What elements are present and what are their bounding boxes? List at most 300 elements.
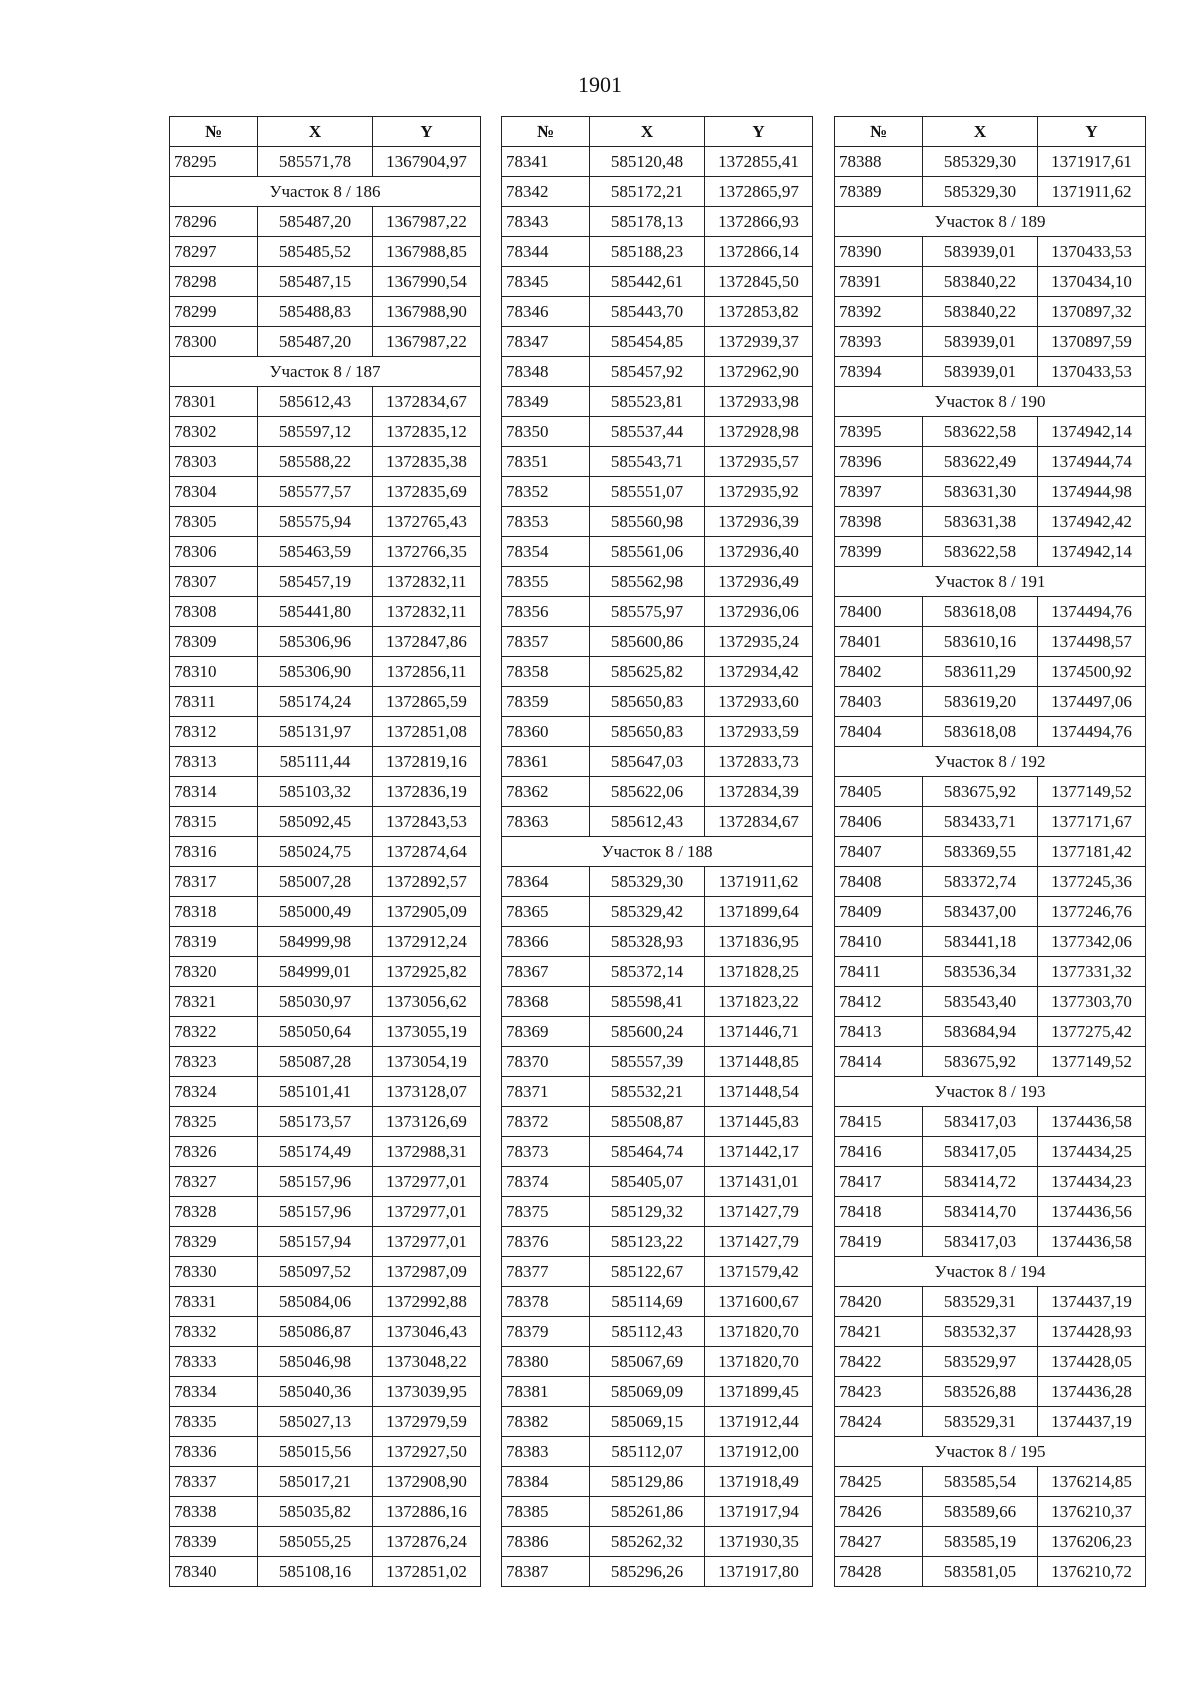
point-number: 78350 — [502, 417, 590, 447]
x-coordinate: 585329,30 — [590, 867, 705, 897]
table-row — [170, 1167, 481, 1197]
table-row — [502, 1317, 813, 1347]
point-number: 78359 — [502, 687, 590, 717]
point-number: 78330 — [170, 1257, 258, 1287]
y-coordinate: 1377181,42 — [1038, 837, 1146, 867]
table-row — [835, 477, 1146, 507]
x-coordinate: 585131,97 — [258, 717, 373, 747]
table-row — [835, 1317, 1146, 1347]
table-row — [170, 1257, 481, 1287]
table-row — [835, 687, 1146, 717]
point-number: 78296 — [170, 207, 258, 237]
y-coordinate: 1372853,82 — [705, 297, 813, 327]
x-coordinate: 585588,22 — [258, 447, 373, 477]
table-row — [835, 147, 1146, 177]
coordinate-table — [169, 116, 481, 1587]
y-coordinate: 1372936,40 — [705, 537, 813, 567]
table-row — [502, 477, 813, 507]
table-row — [170, 1527, 481, 1557]
table-row — [835, 1377, 1146, 1407]
table-row — [835, 1467, 1146, 1497]
y-coordinate: 1376214,85 — [1038, 1467, 1146, 1497]
point-number: 78371 — [502, 1077, 590, 1107]
y-coordinate: 1372851,08 — [373, 717, 481, 747]
point-number: 78319 — [170, 927, 258, 957]
x-coordinate: 585120,48 — [590, 147, 705, 177]
table-row — [502, 807, 813, 837]
x-coordinate: 583372,74 — [923, 867, 1038, 897]
point-number: 78309 — [170, 627, 258, 657]
point-number: 78336 — [170, 1437, 258, 1467]
point-number: 78325 — [170, 1107, 258, 1137]
point-number: 78404 — [835, 717, 923, 747]
x-coordinate: 585622,06 — [590, 777, 705, 807]
table-row — [502, 1407, 813, 1437]
y-coordinate: 1371912,44 — [705, 1407, 813, 1437]
y-coordinate: 1374437,19 — [1038, 1287, 1146, 1317]
y-coordinate: 1371446,71 — [705, 1017, 813, 1047]
point-number: 78322 — [170, 1017, 258, 1047]
x-coordinate: 585598,41 — [590, 987, 705, 1017]
section-row — [170, 177, 481, 207]
point-number: 78374 — [502, 1167, 590, 1197]
point-number: 78410 — [835, 927, 923, 957]
x-coordinate: 585084,06 — [258, 1287, 373, 1317]
y-coordinate: 1372935,57 — [705, 447, 813, 477]
table-row — [170, 537, 481, 567]
y-coordinate: 1372876,24 — [373, 1527, 481, 1557]
point-number: 78326 — [170, 1137, 258, 1167]
x-coordinate: 585261,86 — [590, 1497, 705, 1527]
table-row — [170, 627, 481, 657]
table-row — [170, 657, 481, 687]
point-number: 78360 — [502, 717, 590, 747]
point-number: 78334 — [170, 1377, 258, 1407]
point-number: 78307 — [170, 567, 258, 597]
x-coordinate: 585157,94 — [258, 1227, 373, 1257]
x-coordinate: 585612,43 — [590, 807, 705, 837]
y-coordinate: 1372928,98 — [705, 417, 813, 447]
y-coordinate: 1377171,67 — [1038, 807, 1146, 837]
x-coordinate: 583585,54 — [923, 1467, 1038, 1497]
section-title: Участок 8 / 193 — [835, 1077, 1146, 1107]
x-coordinate: 585108,16 — [258, 1557, 373, 1587]
point-number: 78409 — [835, 897, 923, 927]
point-number: 78411 — [835, 957, 923, 987]
y-coordinate: 1367988,85 — [373, 237, 481, 267]
x-coordinate: 585571,78 — [258, 147, 373, 177]
x-coordinate: 585532,21 — [590, 1077, 705, 1107]
y-coordinate: 1377149,52 — [1038, 777, 1146, 807]
y-coordinate: 1371912,00 — [705, 1437, 813, 1467]
point-number: 78381 — [502, 1377, 590, 1407]
point-number: 78324 — [170, 1077, 258, 1107]
table-row — [170, 717, 481, 747]
table-row — [502, 717, 813, 747]
table-row — [170, 867, 481, 897]
table-row — [170, 777, 481, 807]
point-number: 78346 — [502, 297, 590, 327]
table-row — [170, 1377, 481, 1407]
x-coordinate: 585087,28 — [258, 1047, 373, 1077]
table-row — [835, 927, 1146, 957]
point-number: 78339 — [170, 1527, 258, 1557]
coordinate-table — [834, 116, 1146, 1587]
table-row — [170, 297, 481, 327]
y-coordinate: 1372936,39 — [705, 507, 813, 537]
header-row — [835, 117, 1146, 147]
x-coordinate: 585055,25 — [258, 1527, 373, 1557]
x-coordinate: 585000,49 — [258, 897, 373, 927]
x-coordinate: 585650,83 — [590, 687, 705, 717]
y-coordinate: 1371917,61 — [1038, 147, 1146, 177]
y-coordinate: 1372925,82 — [373, 957, 481, 987]
y-coordinate: 1377275,42 — [1038, 1017, 1146, 1047]
section-row — [835, 1437, 1146, 1467]
point-number: 78403 — [835, 687, 923, 717]
table-row — [170, 1467, 481, 1497]
point-number: 78342 — [502, 177, 590, 207]
point-number: 78415 — [835, 1107, 923, 1137]
point-number: 78418 — [835, 1197, 923, 1227]
y-coordinate: 1372834,67 — [373, 387, 481, 417]
x-coordinate: 585487,20 — [258, 207, 373, 237]
x-coordinate: 585537,44 — [590, 417, 705, 447]
column-header-x: X — [258, 117, 373, 147]
table-row — [502, 1197, 813, 1227]
x-coordinate: 585157,96 — [258, 1197, 373, 1227]
y-coordinate: 1372833,73 — [705, 747, 813, 777]
y-coordinate: 1373039,95 — [373, 1377, 481, 1407]
table-row — [502, 867, 813, 897]
table-row — [502, 987, 813, 1017]
y-coordinate: 1372866,93 — [705, 207, 813, 237]
table-row — [502, 147, 813, 177]
point-number: 78308 — [170, 597, 258, 627]
section-row — [835, 747, 1146, 777]
table-row — [170, 147, 481, 177]
point-number: 78407 — [835, 837, 923, 867]
x-coordinate: 583543,40 — [923, 987, 1038, 1017]
column-header-number: № — [502, 117, 590, 147]
x-coordinate: 585457,92 — [590, 357, 705, 387]
point-number: 78383 — [502, 1437, 590, 1467]
table-row — [835, 417, 1146, 447]
y-coordinate: 1374497,06 — [1038, 687, 1146, 717]
table-row — [502, 1527, 813, 1557]
table-row — [502, 537, 813, 567]
point-number: 78347 — [502, 327, 590, 357]
x-coordinate: 585114,69 — [590, 1287, 705, 1317]
point-number: 78393 — [835, 327, 923, 357]
y-coordinate: 1371445,83 — [705, 1107, 813, 1137]
y-coordinate: 1370897,32 — [1038, 297, 1146, 327]
point-number: 78305 — [170, 507, 258, 537]
y-coordinate: 1372927,50 — [373, 1437, 481, 1467]
y-coordinate: 1371427,79 — [705, 1197, 813, 1227]
table-row — [502, 1557, 813, 1587]
x-coordinate: 583618,08 — [923, 717, 1038, 747]
x-coordinate: 583581,05 — [923, 1557, 1038, 1587]
table-row — [502, 897, 813, 927]
point-number: 78388 — [835, 147, 923, 177]
x-coordinate: 585487,20 — [258, 327, 373, 357]
x-coordinate: 585306,90 — [258, 657, 373, 687]
x-coordinate: 583585,19 — [923, 1527, 1038, 1557]
x-coordinate: 583433,71 — [923, 807, 1038, 837]
y-coordinate: 1371442,17 — [705, 1137, 813, 1167]
table-row — [835, 357, 1146, 387]
x-coordinate: 585600,86 — [590, 627, 705, 657]
x-coordinate: 585487,15 — [258, 267, 373, 297]
y-coordinate: 1374436,58 — [1038, 1107, 1146, 1137]
point-number: 78298 — [170, 267, 258, 297]
point-number: 78368 — [502, 987, 590, 1017]
y-coordinate: 1372886,16 — [373, 1497, 481, 1527]
y-coordinate: 1373056,62 — [373, 987, 481, 1017]
x-coordinate: 585101,41 — [258, 1077, 373, 1107]
y-coordinate: 1372835,38 — [373, 447, 481, 477]
y-coordinate: 1377303,70 — [1038, 987, 1146, 1017]
x-coordinate: 585174,24 — [258, 687, 373, 717]
y-coordinate: 1374494,76 — [1038, 717, 1146, 747]
y-coordinate: 1372939,37 — [705, 327, 813, 357]
y-coordinate: 1374437,19 — [1038, 1407, 1146, 1437]
x-coordinate: 583631,30 — [923, 477, 1038, 507]
x-coordinate: 585650,83 — [590, 717, 705, 747]
table-row — [170, 1107, 481, 1137]
point-number: 78303 — [170, 447, 258, 477]
table-row — [170, 1347, 481, 1377]
point-number: 78373 — [502, 1137, 590, 1167]
y-coordinate: 1373054,19 — [373, 1047, 481, 1077]
point-number: 78416 — [835, 1137, 923, 1167]
point-number: 78315 — [170, 807, 258, 837]
table-row — [835, 1347, 1146, 1377]
point-number: 78332 — [170, 1317, 258, 1347]
x-coordinate: 585405,07 — [590, 1167, 705, 1197]
y-coordinate: 1374942,14 — [1038, 537, 1146, 567]
x-coordinate: 585575,94 — [258, 507, 373, 537]
x-coordinate: 583589,66 — [923, 1497, 1038, 1527]
table-row — [502, 447, 813, 477]
y-coordinate: 1372866,14 — [705, 237, 813, 267]
y-coordinate: 1373055,19 — [373, 1017, 481, 1047]
x-coordinate: 585575,97 — [590, 597, 705, 627]
table-row — [502, 657, 813, 687]
point-number: 78399 — [835, 537, 923, 567]
point-number: 78351 — [502, 447, 590, 477]
x-coordinate: 585600,24 — [590, 1017, 705, 1047]
table-row — [835, 507, 1146, 537]
table-row — [502, 1437, 813, 1467]
section-title: Участок 8 / 195 — [835, 1437, 1146, 1467]
point-number: 78423 — [835, 1377, 923, 1407]
table-row — [170, 597, 481, 627]
x-coordinate: 584999,01 — [258, 957, 373, 987]
y-coordinate: 1371918,49 — [705, 1467, 813, 1497]
x-coordinate: 585035,82 — [258, 1497, 373, 1527]
y-coordinate: 1372977,01 — [373, 1227, 481, 1257]
point-number: 78306 — [170, 537, 258, 567]
x-coordinate: 585024,75 — [258, 837, 373, 867]
table-row — [835, 1167, 1146, 1197]
table-row — [502, 1347, 813, 1377]
table-row — [502, 927, 813, 957]
point-number: 78400 — [835, 597, 923, 627]
x-coordinate: 585560,98 — [590, 507, 705, 537]
section-title: Участок 8 / 190 — [835, 387, 1146, 417]
point-number: 78379 — [502, 1317, 590, 1347]
table-row — [502, 237, 813, 267]
x-coordinate: 585441,80 — [258, 597, 373, 627]
table-row — [502, 1017, 813, 1047]
x-coordinate: 585523,81 — [590, 387, 705, 417]
point-number: 78340 — [170, 1557, 258, 1587]
x-coordinate: 583536,34 — [923, 957, 1038, 987]
y-coordinate: 1372851,02 — [373, 1557, 481, 1587]
section-row — [502, 837, 813, 867]
x-coordinate: 585173,57 — [258, 1107, 373, 1137]
point-number: 78311 — [170, 687, 258, 717]
point-number: 78366 — [502, 927, 590, 957]
section-row — [835, 567, 1146, 597]
x-coordinate: 585457,19 — [258, 567, 373, 597]
x-coordinate: 585463,59 — [258, 537, 373, 567]
y-coordinate: 1372936,49 — [705, 567, 813, 597]
y-coordinate: 1372834,67 — [705, 807, 813, 837]
table-row — [502, 597, 813, 627]
point-number: 78349 — [502, 387, 590, 417]
point-number: 78426 — [835, 1497, 923, 1527]
y-coordinate: 1372845,50 — [705, 267, 813, 297]
point-number: 78357 — [502, 627, 590, 657]
table-row — [170, 687, 481, 717]
table-row — [835, 957, 1146, 987]
y-coordinate: 1372934,42 — [705, 657, 813, 687]
x-coordinate: 583619,20 — [923, 687, 1038, 717]
table-row — [502, 267, 813, 297]
y-coordinate: 1374944,98 — [1038, 477, 1146, 507]
y-coordinate: 1372847,86 — [373, 627, 481, 657]
point-number: 78327 — [170, 1167, 258, 1197]
x-coordinate: 585017,21 — [258, 1467, 373, 1497]
column-header-y: Y — [1038, 117, 1146, 147]
point-number: 78343 — [502, 207, 590, 237]
header-row — [502, 117, 813, 147]
point-number: 78378 — [502, 1287, 590, 1317]
table-row — [835, 1497, 1146, 1527]
table-row — [170, 567, 481, 597]
y-coordinate: 1372935,92 — [705, 477, 813, 507]
y-coordinate: 1370433,53 — [1038, 237, 1146, 267]
point-number: 78337 — [170, 1467, 258, 1497]
point-number: 78384 — [502, 1467, 590, 1497]
point-number: 78372 — [502, 1107, 590, 1137]
table-row — [170, 327, 481, 357]
x-coordinate: 583675,92 — [923, 1047, 1038, 1077]
y-coordinate: 1372865,59 — [373, 687, 481, 717]
table-row — [502, 1287, 813, 1317]
table-row — [502, 417, 813, 447]
x-coordinate: 583529,31 — [923, 1407, 1038, 1437]
x-coordinate: 585123,22 — [590, 1227, 705, 1257]
y-coordinate: 1371828,25 — [705, 957, 813, 987]
point-number: 78299 — [170, 297, 258, 327]
section-row — [835, 207, 1146, 237]
x-coordinate: 583618,08 — [923, 597, 1038, 627]
y-coordinate: 1367987,22 — [373, 327, 481, 357]
x-coordinate: 585067,69 — [590, 1347, 705, 1377]
table-row — [170, 927, 481, 957]
y-coordinate: 1377245,36 — [1038, 867, 1146, 897]
point-number: 78312 — [170, 717, 258, 747]
y-coordinate: 1372905,09 — [373, 897, 481, 927]
y-coordinate: 1372933,59 — [705, 717, 813, 747]
x-coordinate: 585069,15 — [590, 1407, 705, 1437]
coordinate-table — [501, 116, 813, 1587]
point-number: 78358 — [502, 657, 590, 687]
table-row — [170, 207, 481, 237]
table-row — [170, 807, 481, 837]
y-coordinate: 1371899,64 — [705, 897, 813, 927]
y-coordinate: 1372832,11 — [373, 597, 481, 627]
table-row — [502, 507, 813, 537]
y-coordinate: 1371820,70 — [705, 1317, 813, 1347]
y-coordinate: 1372912,24 — [373, 927, 481, 957]
table-row — [170, 1497, 481, 1527]
table-row — [502, 207, 813, 237]
table-row — [835, 1137, 1146, 1167]
y-coordinate: 1374500,92 — [1038, 657, 1146, 687]
section-title: Участок 8 / 187 — [170, 357, 481, 387]
point-number: 78389 — [835, 177, 923, 207]
table-row — [502, 387, 813, 417]
table-row — [170, 447, 481, 477]
column-header-x: X — [590, 117, 705, 147]
point-number: 78333 — [170, 1347, 258, 1377]
x-coordinate: 585647,03 — [590, 747, 705, 777]
y-coordinate: 1372979,59 — [373, 1407, 481, 1437]
x-coordinate: 585464,74 — [590, 1137, 705, 1167]
table-row — [502, 1377, 813, 1407]
x-coordinate: 585112,07 — [590, 1437, 705, 1467]
point-number: 78352 — [502, 477, 590, 507]
y-coordinate: 1371917,94 — [705, 1497, 813, 1527]
y-coordinate: 1367990,54 — [373, 267, 481, 297]
x-coordinate: 585612,43 — [258, 387, 373, 417]
table-row — [835, 237, 1146, 267]
x-coordinate: 583414,70 — [923, 1197, 1038, 1227]
section-row — [835, 387, 1146, 417]
point-number: 78422 — [835, 1347, 923, 1377]
x-coordinate: 585454,85 — [590, 327, 705, 357]
x-coordinate: 585157,96 — [258, 1167, 373, 1197]
table-row — [502, 1047, 813, 1077]
point-number: 78345 — [502, 267, 590, 297]
x-coordinate: 585188,23 — [590, 237, 705, 267]
section-title: Участок 8 / 194 — [835, 1257, 1146, 1287]
y-coordinate: 1371600,67 — [705, 1287, 813, 1317]
y-coordinate: 1372935,24 — [705, 627, 813, 657]
x-coordinate: 583437,00 — [923, 897, 1038, 927]
y-coordinate: 1373126,69 — [373, 1107, 481, 1137]
section-row — [170, 357, 481, 387]
table-row — [170, 987, 481, 1017]
point-number: 78412 — [835, 987, 923, 1017]
x-coordinate: 585092,45 — [258, 807, 373, 837]
point-number: 78317 — [170, 867, 258, 897]
